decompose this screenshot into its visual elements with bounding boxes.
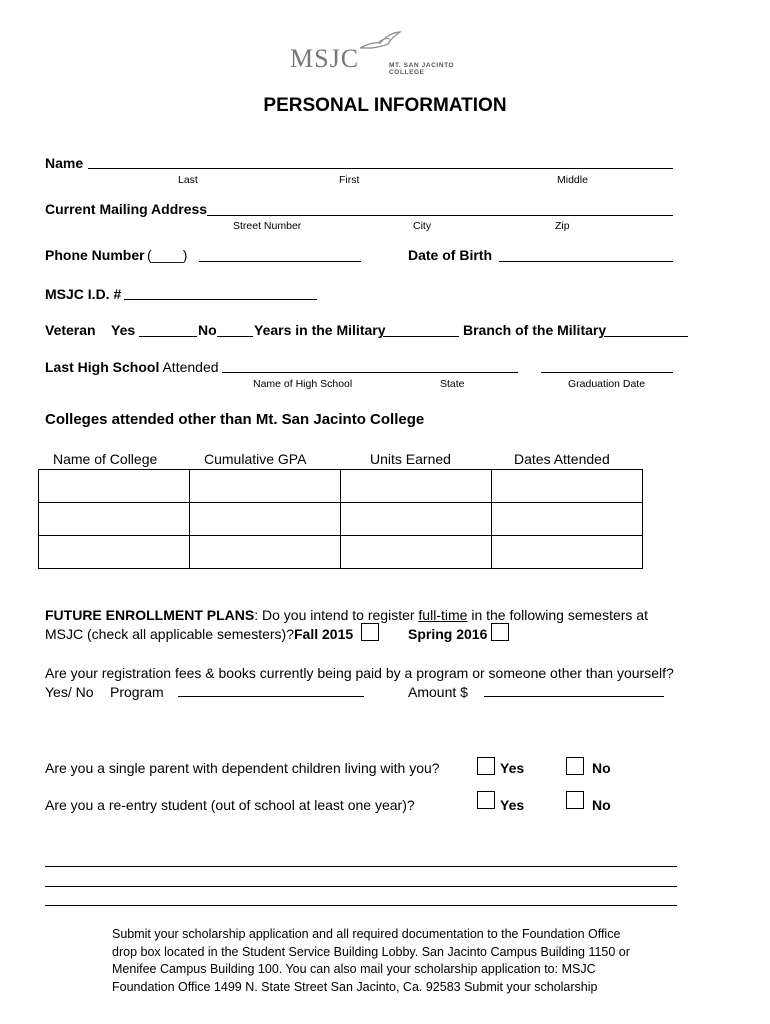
fees-question: Are your registration fees & books currently being paid by a program or someone other than yourself? [45,665,674,681]
table-cell[interactable] [190,536,341,569]
single-parent-no-checkbox[interactable] [566,757,584,775]
single-parent-yes-label: Yes [500,760,525,776]
table-cell[interactable] [492,503,643,536]
enrollment-text2: in the following semesters at [467,607,648,623]
name-sub-middle: Middle [557,174,588,186]
high-school-label-bold: Last High School [45,359,160,375]
college-col-dates: Dates Attended [514,451,610,467]
msjc-id-label: MSJC I.D. # [45,286,122,302]
dob-label: Date of Birth [408,247,492,263]
fall-2015-label: Fall 2015 [294,626,354,642]
name-sub-last: Last [178,174,198,186]
phone-area-code: (____) [147,247,188,263]
notes-line-1[interactable] [45,866,677,867]
high-school-sub-state: State [440,378,465,390]
reentry-no-label: No [592,797,611,813]
veteran-yes-line[interactable] [139,336,197,337]
years-military-label: Years in the Military [254,322,386,338]
enrollment-question-line1 [45,606,648,624]
high-school-label [45,359,219,375]
table-row [39,536,643,569]
reentry-no-checkbox[interactable] [566,791,584,809]
reentry-yes-checkbox[interactable] [477,791,495,809]
single-parent-yes-checkbox[interactable] [477,757,495,775]
single-parent-no-label: No [592,760,611,776]
reentry-yes-label: Yes [500,797,525,813]
enrollment-label: FUTURE ENROLLMENT PLANS [45,607,255,623]
footer-instructions [112,926,672,996]
amount-field-line[interactable] [484,696,664,697]
fees-yes-no: Yes/ No [45,684,94,700]
table-cell[interactable] [190,503,341,536]
address-field-line[interactable] [207,215,673,216]
reentry-question: Are you a re-entry student (out of school at least one year)? [45,797,415,813]
phone-label: Phone Number [45,247,145,263]
footer-line-2: drop box located in the Student Service Building Lobby. San Jacinto Campus Building 1150 or [112,944,630,959]
address-sub-city: City [413,220,432,232]
years-military-line[interactable] [383,336,459,337]
phone-field-line[interactable] [199,261,361,262]
footer-line-4: Foundation Office 1499 N. State Street San Jacinto, Ca. 92583 Submit your scholarship [112,979,598,994]
veteran-label: Veteran [45,322,96,338]
table-cell[interactable] [190,470,341,503]
notes-line-3[interactable] [45,905,677,906]
logo-subtitle: MT. SAN JACINTO COLLEGE [389,62,455,76]
branch-military-label: Branch of the Military [463,322,607,338]
college-col-name: Name of College [53,451,158,467]
table-cell[interactable] [39,536,190,569]
veteran-no-label: No [198,322,217,338]
branch-military-line[interactable] [604,336,688,337]
address-label: Current Mailing Address [45,201,208,217]
single-parent-question: Are you a single parent with dependent children living with you? [45,760,440,776]
high-school-sub-name: Name of High School [253,378,353,390]
college-logo [290,34,490,78]
page-title: PERSONAL INFORMATION [263,95,507,116]
colleges-table [38,469,643,569]
fees-program-label: Program [110,684,164,700]
table-cell[interactable] [39,503,190,536]
name-label: Name [45,155,84,171]
msjc-id-field-line[interactable] [124,299,317,300]
spring-2016-label: Spring 2016 [408,626,488,642]
enrollment-fulltime: full-time [418,607,468,623]
table-cell[interactable] [341,503,492,536]
colleges-heading: Colleges attended other than Mt. San Jacinto College [45,411,425,428]
spring-2016-checkbox[interactable] [491,623,509,641]
veteran-yes-label: Yes [111,322,136,338]
address-sub-street: Street Number [233,220,302,232]
footer-line-3: Menifee Campus Building 100. You can also mail your scholarship application to: MSJC [112,962,596,976]
high-school-label-rest: Attended [162,359,219,375]
graduation-date-line[interactable] [541,372,673,373]
table-row [39,470,643,503]
program-field-line[interactable] [178,696,364,697]
notes-line-2[interactable] [45,886,677,887]
table-cell[interactable] [39,470,190,503]
college-col-units: Units Earned [370,451,451,467]
bird-logo-icon [358,30,402,54]
table-cell[interactable] [341,470,492,503]
dob-field-line[interactable] [499,261,673,262]
enrollment-question-line2: MSJC (check all applicable semesters)? [45,626,294,642]
fall-2015-checkbox[interactable] [361,623,379,641]
fees-amount-label: Amount $ [408,684,468,700]
table-cell[interactable] [341,536,492,569]
table-cell[interactable] [492,470,643,503]
name-sub-first: First [339,174,360,186]
high-school-name-line[interactable] [222,372,518,373]
address-sub-zip: Zip [555,220,570,232]
veteran-no-line[interactable] [217,336,253,337]
name-field-line[interactable] [88,168,673,169]
college-col-gpa: Cumulative GPA [204,451,307,467]
table-row [39,503,643,536]
table-cell[interactable] [492,536,643,569]
logo-wordmark: MSJC [290,44,360,73]
high-school-sub-grad: Graduation Date [568,378,646,390]
footer-line-1: Submit your scholarship application and all required documentation to the Foundation Office [112,927,621,941]
enrollment-text1: : Do you intend to register [254,607,419,623]
